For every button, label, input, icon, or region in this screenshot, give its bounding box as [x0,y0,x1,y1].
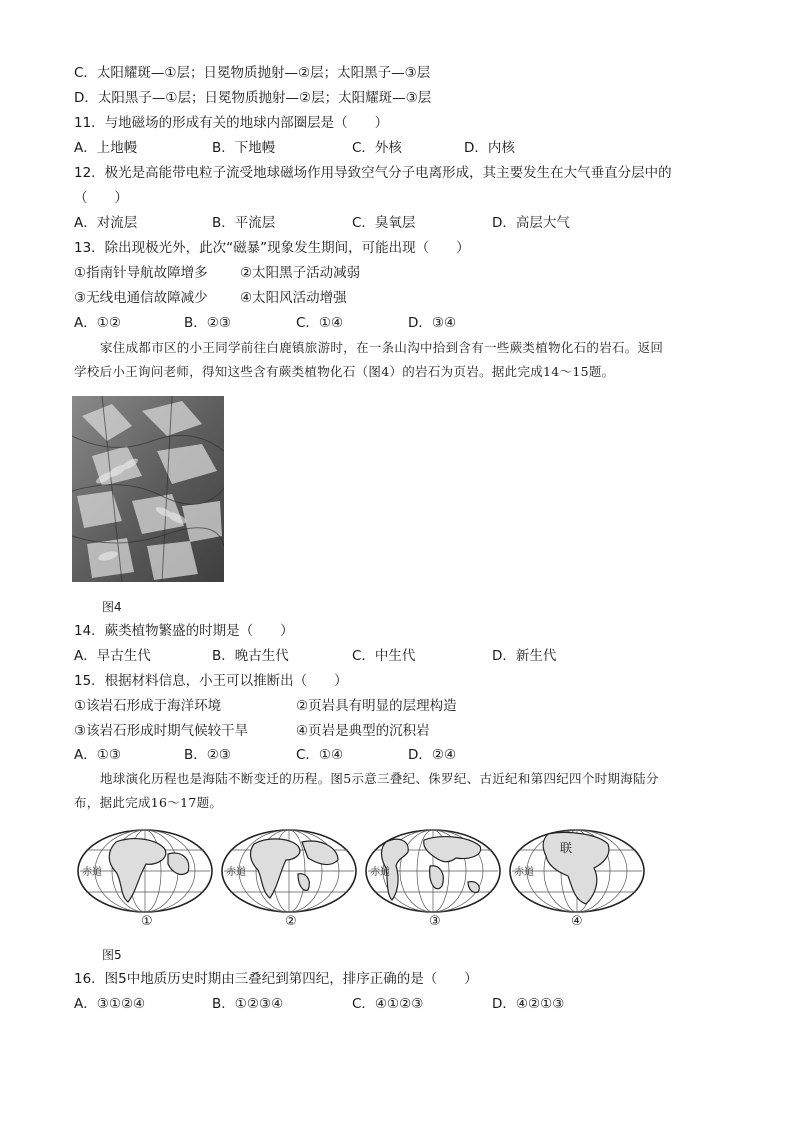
q15-item-4: ④页岩是典型的沉积岩 [296,723,430,739]
globe-4-equator-label: 赤道 [514,867,534,878]
q13-stem: 13．除出现极光外，此次“磁暴”现象发生期间，可能出现（ ） [74,240,470,256]
q10-option-d: D．太阳黑子—①层；日冕物质抛射—②层；太阳耀斑—③层 [74,90,432,106]
q12-option-a: A．对流层 [74,215,138,231]
q14-option-a: A．早古生代 [74,648,151,664]
q15-item-3: ③该岩石形成时期气候较干旱 [74,723,249,739]
q11-option-d: D．内核 [464,140,515,156]
q15-option-a: A．①③ [74,747,121,763]
q13-option-c: C．①④ [296,315,344,331]
q13-option-a: A．①② [74,315,121,331]
q12-stem-cont: （ ） [74,190,128,206]
globe-2-number: ② [285,914,297,929]
q15-stem: 15．根据材料信息，小王可以推断出（ ） [74,673,348,689]
passage-2-line-1: 地球演化历程也是海陆不断变迁的历程。图5示意三叠纪、侏罗纪、古近纪和第四纪四个时期海陆分 [100,771,659,786]
q11-option-c: C．外核 [352,140,402,156]
q12-option-c: C．臭氧层 [352,215,416,231]
q13-item-3: ③无线电通信故障减少 [74,290,208,306]
q15-item-2: ②页岩具有明显的层理构造 [296,698,457,714]
q13-item-1: ①指南针导航故障增多 [74,265,208,281]
globe-3-equator-label: 赤道 [370,867,390,878]
passage-1-line-2: 学校后小王询问老师，得知这些含有蕨类植物化石（图4）的岩石为页岩。据此完成14～15题。 [74,364,615,379]
q14-option-b: B．晚古生代 [212,648,289,664]
q15-option-b: B．②③ [184,747,231,763]
passage-2-line-2: 布，据此完成16～17题。 [74,795,223,810]
q13-item-2: ②太阳黑子活动减弱 [240,265,361,281]
q15-item-1: ①该岩石形成于海洋环境 [74,698,222,714]
q16-option-a: A．③①②④ [74,996,146,1012]
q13-item-4: ④太阳风活动增强 [240,290,347,306]
q10-option-c: C．太阳耀斑—①层；日冕物质抛射—②层；太阳黑子—③层 [74,65,431,81]
globe-map-2 [220,828,358,914]
q14-stem: 14．蕨类植物繁盛的时期是（ ） [74,623,294,639]
globe-3-number: ③ [429,914,441,929]
passage-2 [74,767,724,815]
globe-map-4 [508,828,646,914]
q15-option-c: C．①④ [296,747,344,763]
globe-1-equator-label: 赤道 [82,867,102,878]
q11-option-b: B．下地幔 [212,140,276,156]
q11-option-a: A．上地幔 [74,140,138,156]
q12-option-d: D．高层大气 [492,215,570,231]
q14-option-c: C．中生代 [352,648,416,664]
figure-5-label: 图5 [102,948,122,962]
globe-4-continent-label: 联 [560,841,573,855]
q16-stem: 16．图5中地质历史时期由三叠纪到第四纪，排序正确的是（ ） [74,971,478,987]
q13-option-d: D．③④ [408,315,457,331]
globe-map-1 [76,828,214,914]
q16-option-b: B．①②③④ [212,996,284,1012]
q15-option-d: D．②④ [408,747,457,763]
passage-1 [74,336,724,384]
globe-4-number: ④ [571,914,583,929]
globe-1-number: ① [141,914,153,929]
passage-1-line-1: 家住成都市区的小王同学前往白鹿镇旅游时，在一条山沟中拾到含有一些蕨类植物化石的岩石。返回 [100,340,664,355]
q14-option-d: D．新生代 [492,648,557,664]
globe-2-equator-label: 赤道 [226,867,246,878]
q11-stem: 11．与地磁场的形成有关的地球内部圈层是（ ） [74,115,389,131]
globe-map-3 [364,828,502,914]
q12-option-b: B．平流层 [212,215,276,231]
q16-option-d: D．④②①③ [492,996,565,1012]
q12-stem: 12．极光是高能带电粒子流受地球磁场作用导致空气分子电离形成，其主要发生在大气垂直分层中的 [74,165,672,181]
figure-4-label: 图4 [102,600,122,614]
q13-option-b: B．②③ [184,315,231,331]
fern-fossil-image [72,396,224,582]
q16-option-c: C．④①②③ [352,996,424,1012]
